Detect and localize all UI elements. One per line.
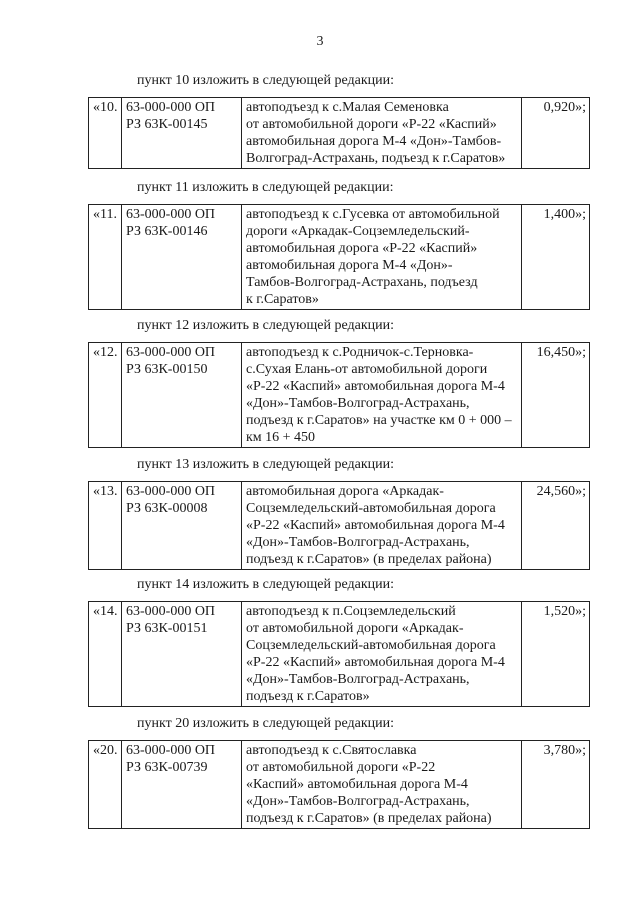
desc-line: автомобильная дорога «Аркадак- [246,484,444,499]
desc-line: автомобильная дорога М-4 «Дон»-Тамбов- [246,134,502,149]
record-table [88,740,590,829]
road-code [122,602,242,707]
desc-line: от автомобильной дороги «Р-22 [246,760,436,775]
desc-line: «Дон»-Тамбов-Волгоград-Астрахань, [246,396,470,411]
desc-line: подъезд к г.Саратов» (в пределах района) [246,552,492,567]
code-line: 63-000-000 ОП [126,207,216,222]
road-length: 16,450»; [522,343,590,448]
record-table [88,204,590,310]
code-line: 63-000-000 ОП [126,100,216,115]
desc-line: Соцземледельский-автомобильная дорога [246,501,496,516]
road-code [122,205,242,310]
item-number: «12. [89,343,122,448]
desc-line: автомобильная дорога «Р-22 «Каспий» [246,241,478,256]
desc-line: «Дон»-Тамбов-Волгоград-Астрахань, [246,794,470,809]
road-description [242,205,522,310]
table-row [89,98,590,169]
section-heading: пункт 20 изложить в следующей редакции: [137,716,394,731]
item-number: «11. [89,205,122,310]
desc-line: дороги «Аркадак-Соцземледельский- [246,224,470,239]
record-table [88,601,590,707]
code-line: РЗ 63К-00151 [126,621,208,636]
desc-line: автоподъезд к с.Святославка [246,743,417,758]
code-line: РЗ 63К-00150 [126,362,208,377]
item-number: «14. [89,602,122,707]
desc-line: «Р-22 «Каспий» автомобильная дорога М-4 [246,655,505,670]
road-description [242,98,522,169]
road-description [242,602,522,707]
desc-line: подъезд к г.Саратов» [246,689,370,704]
desc-line: от автомобильной дороги «Р-22 «Каспий» [246,117,497,132]
desc-line: «Дон»-Тамбов-Волгоград-Астрахань, [246,535,470,550]
desc-line: автоподъезд к п.Соцземледельский [246,604,456,619]
desc-line: подъезд к г.Саратов» (в пределах района) [246,811,492,826]
desc-line: Тамбов-Волгоград-Астрахань, подъезд [246,275,478,290]
desc-line: подъезд к г.Саратов» на участке км 0 + 000 – [246,413,512,428]
road-length: 24,560»; [522,482,590,570]
desc-line: «Каспий» автомобильная дорога М-4 [246,777,468,792]
desc-line: от автомобильной дороги «Аркадак- [246,621,464,636]
section-heading: пункт 13 изложить в следующей редакции: [137,457,394,472]
table-row [89,602,590,707]
section-heading: пункт 10 изложить в следующей редакции: [137,73,394,88]
road-description [242,482,522,570]
desc-line: «Дон»-Тамбов-Волгоград-Астрахань, [246,672,470,687]
section-heading: пункт 14 изложить в следующей редакции: [137,577,394,592]
section-heading: пункт 11 изложить в следующей редакции: [137,180,394,195]
item-number: «13. [89,482,122,570]
code-line: РЗ 63К-00146 [126,224,208,239]
desc-line: Волгоград-Астрахань, подъезд к г.Саратов» [246,151,506,166]
desc-line: км 16 + 450 [246,430,316,445]
road-length: 3,780»; [522,741,590,829]
section-heading: пункт 12 изложить в следующей редакции: [137,318,394,333]
code-line: 63-000-000 ОП [126,743,216,758]
code-line: 63-000-000 ОП [126,345,216,360]
road-code [122,98,242,169]
desc-line: к г.Саратов» [246,292,319,307]
desc-line: Соцземледельский-автомобильная дорога [246,638,496,653]
table-row [89,482,590,570]
road-length: 1,520»; [522,602,590,707]
code-line: 63-000-000 ОП [126,484,216,499]
record-table [88,481,590,570]
table-row [89,205,590,310]
desc-line: «Р-22 «Каспий» автомобильная дорога М-4 [246,379,505,394]
desc-line: «Р-22 «Каспий» автомобильная дорога М-4 [246,518,505,533]
road-length: 0,920»; [522,98,590,169]
code-line: РЗ 63К-00008 [126,501,208,516]
item-number: «10. [89,98,122,169]
desc-line: автоподъезд к с.Малая Семеновка [246,100,449,115]
road-code [122,741,242,829]
road-code [122,343,242,448]
table-row [89,343,590,448]
desc-line: автоподъезд к с.Гусевка от автомобильной [246,207,500,222]
road-length: 1,400»; [522,205,590,310]
road-description [242,741,522,829]
desc-line: с.Сухая Елань-от автомобильной дороги [246,362,488,377]
record-table [88,342,590,448]
road-code [122,482,242,570]
desc-line: автомобильная дорога М-4 «Дон»- [246,258,453,273]
page-number: 3 [316,34,324,49]
item-number: «20. [89,741,122,829]
code-line: РЗ 63К-00145 [126,117,208,132]
code-line: 63-000-000 ОП [126,604,216,619]
table-row [89,741,590,829]
desc-line: автоподъезд к с.Родничок-с.Терновка- [246,345,474,360]
record-table [88,97,590,169]
code-line: РЗ 63К-00739 [126,760,208,775]
road-description [242,343,522,448]
